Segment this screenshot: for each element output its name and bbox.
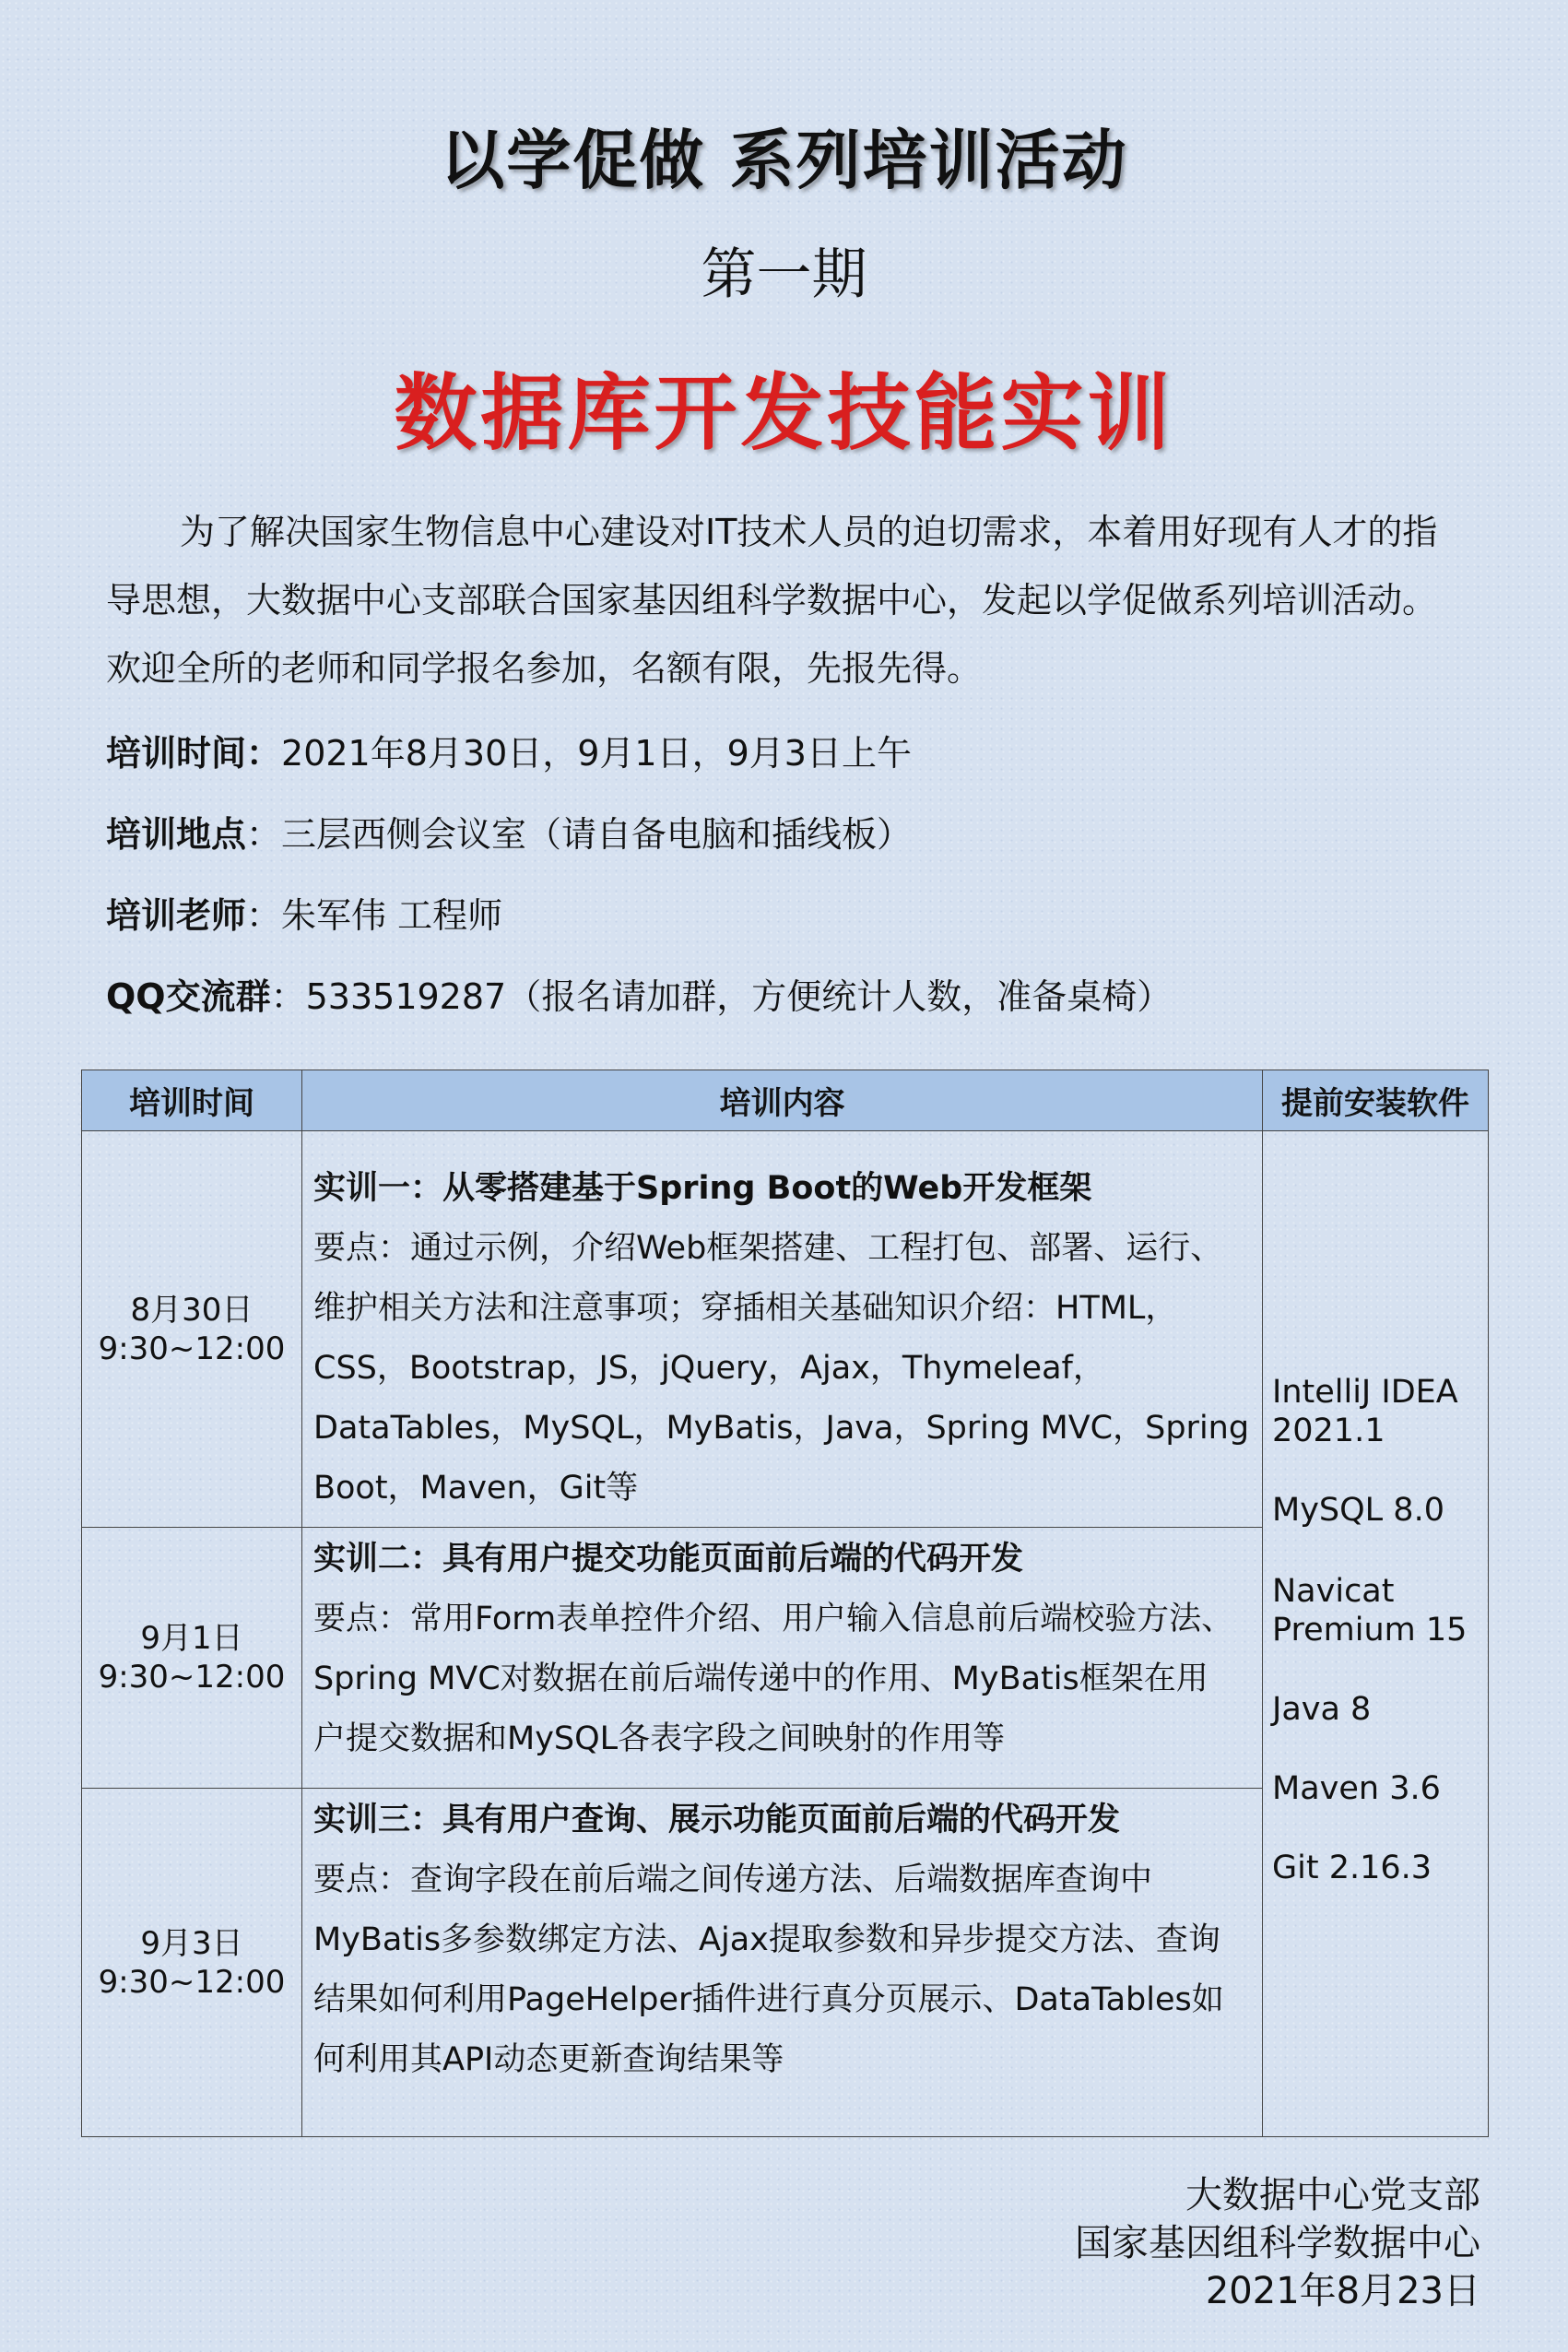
session-line: 结果如何利用PageHelper插件进行真分页展示、DataTables如 — [313, 1981, 1224, 2018]
schedule-table — [81, 1070, 1489, 2137]
session-line: 要点：通过示例，介绍Web框架搭建、工程打包、部署、运行、 — [313, 1230, 1223, 1267]
session-line: MyBatis多参数绑定方法、Ajax提取参数和异步提交方法、查询 — [313, 1921, 1220, 1958]
session-heading: 实训三：具有用户查询、展示功能页面前后端的代码开发 — [313, 1802, 1121, 1838]
session-line: DataTables，MySQL，MyBatis，Java，Spring MVC，Spring — [313, 1410, 1250, 1447]
software-name: MySQL 8.0 — [1272, 1492, 1444, 1529]
info-place-label: 培训地点 — [106, 814, 247, 855]
session-line: 维护相关方法和注意事项；穿插相关基础知识介绍：HTML， — [313, 1290, 1178, 1327]
poster-main-title: 数据库开发技能实训 — [394, 365, 1174, 462]
info-place-value: ：三层西侧会议室（请自备电脑和插线板） — [246, 814, 913, 855]
software-item — [1272, 1690, 1371, 1729]
footer-signature — [1075, 2171, 1480, 2315]
info-time-label: 培训时间： — [106, 733, 282, 774]
software-name: Maven 3.6 — [1272, 1770, 1441, 1807]
info-qq — [106, 974, 1172, 1020]
session-heading: 实训一：从零搭建基于Spring Boot的Web开发框架 — [313, 1170, 1092, 1207]
session-content-cell — [302, 1131, 1263, 1528]
info-qq-label: QQ交流群 — [106, 976, 271, 1017]
session-content-cell — [302, 1789, 1263, 2137]
session-date: 8月30日 — [130, 1291, 253, 1329]
software-item — [1272, 1769, 1441, 1808]
session-line: Boot，Maven，Git等 — [313, 1470, 639, 1507]
software-name: Java 8 — [1272, 1691, 1372, 1728]
session-line: 何利用其API动态更新查询结果等 — [313, 2041, 784, 2078]
header-content: 培训内容 — [302, 1070, 1263, 1131]
software-item — [1272, 1491, 1444, 1530]
session-hours: 9:30~12:00 — [98, 1330, 286, 1367]
table-header-row — [82, 1070, 1489, 1131]
software-cell — [1263, 1131, 1489, 2137]
session-time-cell — [82, 1528, 302, 1789]
footer-org-branch: 大数据中心党支部 — [1185, 2174, 1480, 2216]
header-time: 培训时间 — [82, 1070, 302, 1131]
session-time-cell — [82, 1789, 302, 2137]
software-name: Navicat — [1272, 1573, 1395, 1610]
software-item — [1272, 1373, 1458, 1450]
session-date: 9月1日 — [140, 1620, 243, 1657]
session-hours: 9:30~12:00 — [98, 1963, 286, 2001]
session-line: 要点：查询字段在前后端之间传递方法、后端数据库查询中 — [313, 1862, 1153, 1898]
session-time-cell — [82, 1131, 302, 1528]
info-teacher-label: 培训老师 — [106, 895, 247, 936]
session-hours: 9:30~12:00 — [98, 1659, 286, 1696]
software-name: Git 2.16.3 — [1272, 1850, 1432, 1886]
session-line: 要点：常用Form表单控件介绍、用户输入信息前后端校验方法、 — [313, 1601, 1234, 1637]
info-time — [106, 730, 912, 776]
session-heading: 实训二：具有用户提交功能页面前后端的代码开发 — [313, 1541, 1024, 1578]
session-line: Spring MVC对数据在前后端传递中的作用、MyBatis框架在用 — [313, 1661, 1208, 1697]
session-date: 9月3日 — [140, 1924, 243, 1962]
info-teacher — [106, 892, 502, 939]
info-teacher-value: ：朱军伟 工程师 — [246, 895, 503, 936]
poster-issue: 第一期 — [701, 242, 867, 307]
info-place — [106, 811, 912, 857]
software-name: IntelliJ IDEA — [1272, 1374, 1458, 1411]
software-version: Premium 15 — [1272, 1612, 1468, 1649]
poster-title: 以学促做 系列培训活动 — [440, 123, 1128, 198]
session-line: 户提交数据和MySQL各表字段之间映射的作用等 — [313, 1720, 1006, 1757]
software-item — [1272, 1849, 1432, 1887]
info-time-value: 2021年8月30日，9月1日，9月3日上午 — [281, 733, 912, 774]
session-content-cell — [302, 1528, 1263, 1789]
header-software: 提前安装软件 — [1263, 1070, 1489, 1131]
footer-org-center: 国家基因组科学数据中心 — [1075, 2222, 1480, 2264]
intro-paragraph: 为了解决国家生物信息中心建设对IT技术人员的迫切需求，本着用好现有人才的指导思想，大数据中心支部联合国家基因组科学数据中心，发起以学促做系列培训活动。欢迎全所的老师和同学报名参加，名额有限，先报先得。 — [106, 512, 1438, 689]
software-version: 2021.1 — [1272, 1412, 1385, 1449]
session-line: CSS，Bootstrap，JS，jQuery，Ajax，Thymeleaf， — [313, 1350, 1105, 1387]
table-row — [82, 1131, 1489, 1528]
info-qq-value: ：533519287（报名请加群，方便统计人数，准备桌椅） — [270, 976, 1173, 1017]
footer-date: 2021年8月23日 — [1205, 2270, 1480, 2312]
software-item — [1272, 1572, 1467, 1649]
